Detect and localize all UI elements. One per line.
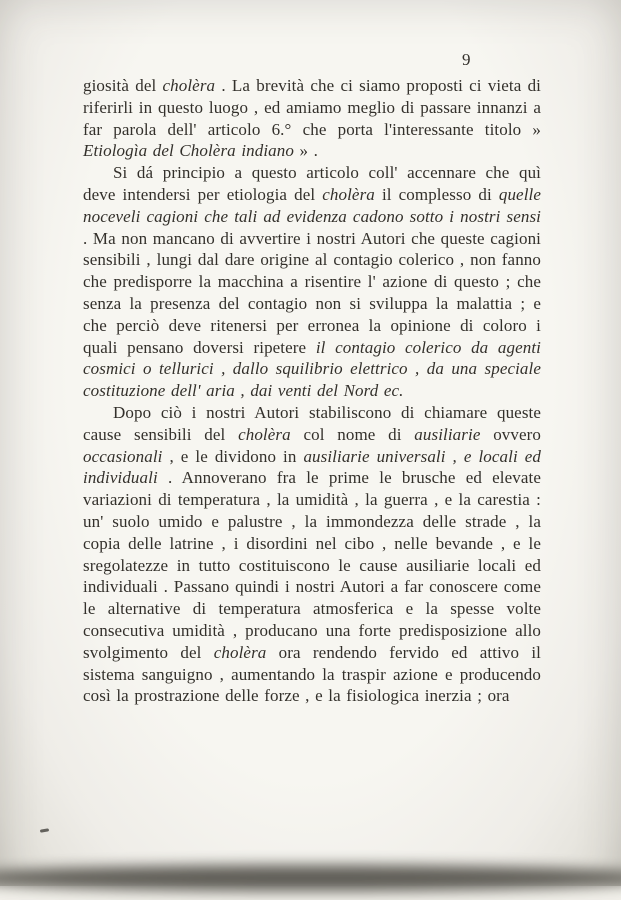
text-run: occasionali xyxy=(83,446,163,466)
page-number: 9 xyxy=(462,50,471,69)
text-run: cholèra xyxy=(162,76,216,95)
text-run: cholèra xyxy=(322,184,375,204)
binding-shadow-decoration xyxy=(0,865,621,891)
text-run: » . xyxy=(293,141,319,161)
text-run: ausiliarie universali , e locali ed individuali xyxy=(83,446,541,488)
text-run: col nome di xyxy=(290,424,415,444)
text-run: quelle noceveli cagioni che tali ad evidenza cadono sotto i nostri sensi xyxy=(83,184,541,226)
text-run: Si dá principio a questo articolo coll' accennare che quì deve intendersi per etiologia del xyxy=(83,163,541,204)
text-run: ausiliarie xyxy=(414,424,481,444)
text-run: Dopo ciò i nostri Autori stabiliscono di chiamare queste cause sensibili del xyxy=(83,402,541,444)
text-run: ovvero xyxy=(480,424,542,444)
paragraph-3 xyxy=(83,402,541,707)
text-run: il contagio colerico da agenti cosmici o tellurici , dallo squilibrio elettrico , da una speciale costituzione dell' aria , dai venti del Nord ec. xyxy=(83,337,541,401)
text-run: giosità del xyxy=(83,76,163,95)
text-run: , e le dividono in xyxy=(162,446,304,466)
text-block xyxy=(83,75,541,707)
text-run: il complesso di xyxy=(374,184,499,204)
text-run: . La brevità che ci siamo proposti ci vieta di riferirli in questo luogo , ed amiamo meglio di passare innanzi a far parola dell' articolo 6.° che porta l'interessante titolo » xyxy=(83,76,542,139)
text-run: cholèra xyxy=(238,424,291,444)
paragraph-2 xyxy=(83,162,541,402)
text-run: cholèra xyxy=(213,642,267,662)
text-run: Etiologìa del Cholèra indiano xyxy=(83,141,294,161)
text-run: . Ma non mancano di avvertire i nostri Autori che queste cagioni sensibili , lungi dal dare origine al contagio colerico , non fanno che predisporre la macchina a risentire l' azione di questo ; che senza la presenza del contagio non si sviluppa la malattia ; e che perciò deve ritenersi per erronea la opinione di coloro i quali pensano doversi ripetere xyxy=(83,228,541,357)
paragraph-1 xyxy=(83,75,541,162)
text-run: . Annoverano fra le prime le brusche ed elevate variazioni di temperatura , la umidità , la guerra , e la carestia : un' suolo umido e palustre , la immondezza delle strade , la copia delle latrine , i disordini nel cibo , nelle bevande , e le sregolatezze in tutto costituiscono le cause ausiliarie locali ed individuali . Passano quindi i nostri Autori a far conoscere come le alternative di temperatura atmosferica e la spesse volte consecutiva umidità , producano una forte predisposizione allo svolgimento del xyxy=(83,468,541,662)
margin-mark xyxy=(40,828,49,833)
text-run: ora rendendo fervido ed attivo il sistema sanguigno , aumentando la traspir azione e producendo così la prostrazione delle forze , e la fisiologica inerzia ; ora xyxy=(83,642,542,706)
